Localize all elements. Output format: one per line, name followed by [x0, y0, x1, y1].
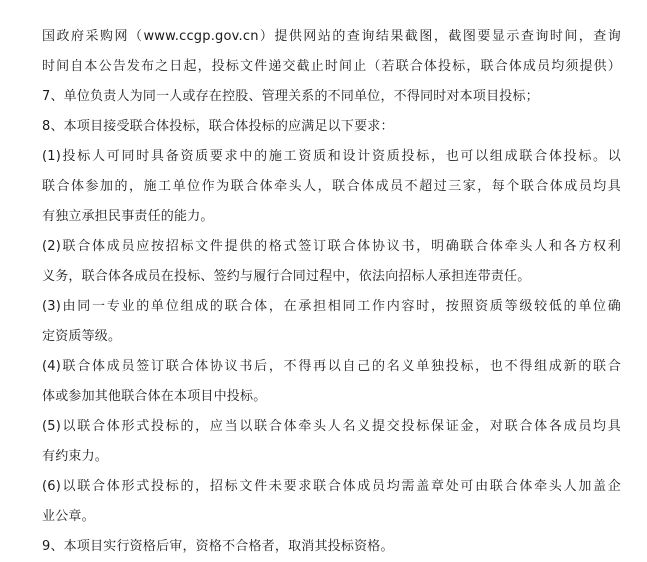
text-line: 9、本项目实行资格后审，资格不合格者，取消其投标资格。: [42, 539, 394, 554]
text-line: 业公章。: [42, 509, 95, 524]
text-line: 8、本项目接受联合体投标，联合体投标的应满足以下要求：: [42, 119, 394, 134]
text-line: (3)由同一专业的单位组成的联合体，在承担相同工作内容时，按照资质等级较低的单位确: [42, 299, 621, 314]
text-line: 义务，联合体各成员在投标、签约与履行合同过程中，依法向招标人承担连带责任。: [42, 269, 531, 284]
text-line: 7、单位负责人为同一人或存在控股、管理关系的不同单位，不得同时对本项目投标；: [42, 89, 539, 104]
text-line: (1)投标人可同时具备资质要求中的施工资质和设计资质投标，也可以组成联合体投标。以: [42, 149, 621, 164]
text-line: 定资质等级。: [42, 329, 122, 344]
text-line: 有独立承担民事责任的能力。: [42, 209, 214, 224]
text-line: 体或参加其他联合体在本项目中投标。: [42, 389, 267, 404]
text-line: (2)联合体成员应按招标文件提供的格式签订联合体协议书，明确联合体牵头人和各方权利: [42, 239, 621, 254]
text-line: 联合体参加的，施工单位作为联合体牵头人，联合体成员不超过三家，每个联合体成员均具: [42, 179, 621, 194]
text-line: 时间自本公告发布之日起，投标文件递交截止时间止（若联合体投标，联合体成员均须提供）: [42, 59, 621, 74]
text-line: (5)以联合体形式投标的，应当以联合体牵头人名义提交投标保证金，对联合体各成员均具: [42, 419, 621, 434]
text-line: 国政府采购网（www.ccgp.gov.cn）提供网站的查询结果截图，截图要显示查询时间，查询: [42, 29, 621, 44]
text-line: (6)以联合体形式投标的，招标文件未要求联合体成员均需盖章处可由联合体牵头人加盖企: [42, 479, 621, 494]
text-line: (4)联合体成员签订联合体协议书后，不得再以自己的名义单独投标，也不得组成新的联合: [42, 359, 621, 374]
text-line: 有约束力。: [42, 449, 109, 464]
